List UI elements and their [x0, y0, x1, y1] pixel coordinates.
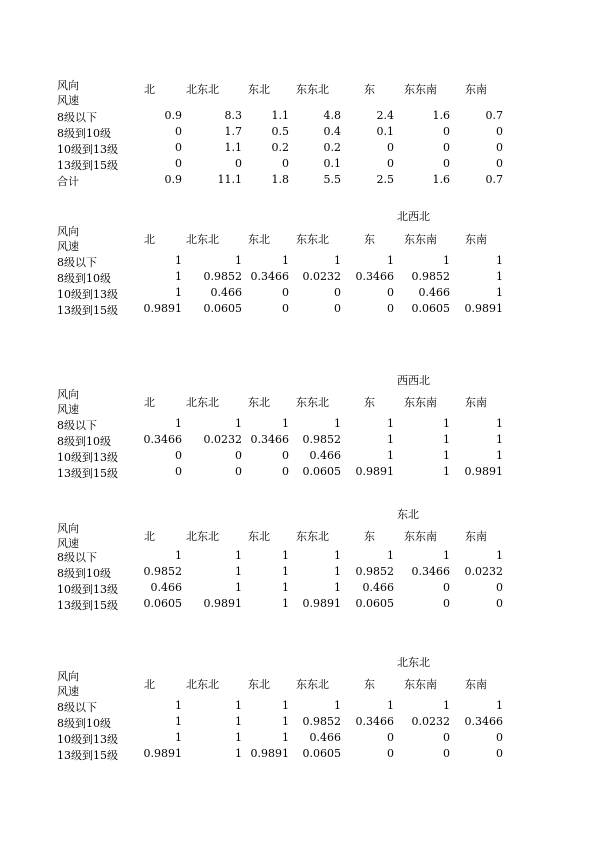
direction-label: 风向: [57, 670, 79, 683]
column-header: 东: [364, 83, 375, 96]
table-cell: 0.9852: [302, 433, 341, 446]
table-cell: 0.9891: [355, 465, 394, 478]
table-cell: 0.9891: [143, 747, 182, 760]
table-cell: 1: [235, 417, 242, 430]
column-header: 东: [364, 396, 375, 409]
table-row: [0, 173, 600, 189]
column-header: 东南: [465, 396, 487, 409]
column-header: 北: [144, 530, 155, 543]
table-cell: 0: [496, 597, 503, 610]
table-cell: 1: [282, 254, 289, 267]
row-label: 13级到15级: [57, 304, 118, 317]
column-header: 东: [364, 233, 375, 246]
table-cell: 0.0605: [411, 302, 450, 315]
table-cell: 1: [175, 286, 182, 299]
table-row: [0, 731, 600, 747]
table-cell: 0: [443, 125, 450, 138]
table-cell: 0.9852: [355, 565, 394, 578]
row-label: 8级以下: [57, 701, 97, 714]
row-label: 13级到15级: [57, 159, 118, 172]
table-cell: 1: [496, 417, 503, 430]
row-label: 8级到10级: [57, 127, 111, 140]
row-label: 10级到13级: [57, 288, 118, 301]
table-row: [0, 465, 600, 481]
table-row: [0, 302, 600, 318]
table-cell: 0: [235, 465, 242, 478]
column-header: 东南: [465, 530, 487, 543]
table-cell: 1: [387, 549, 394, 562]
column-header: 北东北: [186, 83, 219, 96]
table-cell: 1: [496, 449, 503, 462]
table-cell: 0: [496, 141, 503, 154]
table-cell: 0: [387, 747, 394, 760]
column-header: 东南: [465, 678, 487, 691]
table-cell: 0: [443, 581, 450, 594]
table-cell: 1.1: [224, 141, 242, 154]
table-cell: 0.466: [309, 731, 341, 744]
table-cell: 0.0605: [302, 747, 341, 760]
row-label: 8级到10级: [57, 717, 111, 730]
table-cell: 1.7: [224, 125, 242, 138]
table-title: 东北: [397, 508, 419, 521]
table-cell: 1: [387, 254, 394, 267]
table-row: [0, 254, 600, 270]
row-label: 13级到15级: [57, 749, 118, 762]
table-cell: 1: [334, 699, 341, 712]
table-cell: 0.466: [362, 581, 394, 594]
column-header: 北: [144, 233, 155, 246]
table-cell: 0.9852: [143, 565, 182, 578]
table-cell: 11.1: [217, 173, 242, 186]
table-title: 西西北: [397, 374, 430, 387]
table-cell: 1: [175, 715, 182, 728]
table-cell: 5.5: [323, 173, 341, 186]
table-cell: 0.7: [485, 109, 503, 122]
table-cell: 0: [235, 449, 242, 462]
table-cell: 0.9852: [203, 270, 242, 283]
table-cell: 0.0605: [302, 465, 341, 478]
table-cell: 0.0232: [302, 270, 341, 283]
table-cell: 0.2: [323, 141, 341, 154]
table-cell: 1: [443, 417, 450, 430]
table-cell: 0: [387, 286, 394, 299]
table-cell: 0.3466: [250, 433, 289, 446]
header-corner-label: [57, 78, 79, 108]
table-cell: 0: [282, 286, 289, 299]
row-label: 8级到10级: [57, 567, 111, 580]
table-cell: 1: [496, 433, 503, 446]
column-header: 北东北: [186, 678, 219, 691]
table-cell: 0.9891: [250, 747, 289, 760]
table-cell: 0.9891: [464, 302, 503, 315]
column-header: 北东北: [186, 396, 219, 409]
table-cell: 0: [387, 302, 394, 315]
table-cell: 8.3: [224, 109, 242, 122]
table-cell: 1: [282, 597, 289, 610]
table-cell: 0.9852: [302, 715, 341, 728]
table-cell: 1: [235, 549, 242, 562]
table-cell: 0.7: [485, 173, 503, 186]
table-cell: 1: [334, 549, 341, 562]
table-row: [0, 157, 600, 173]
column-header: 北: [144, 678, 155, 691]
table-cell: 0.9891: [464, 465, 503, 478]
table-cell: 1: [496, 286, 503, 299]
table-cell: 0.5: [271, 125, 289, 138]
table-cell: 0.3466: [250, 270, 289, 283]
speed-label: 风速: [57, 240, 79, 253]
table-cell: 0.3466: [143, 433, 182, 446]
header-corner-label: [57, 224, 79, 254]
table-cell: 1: [496, 270, 503, 283]
row-label: 合计: [57, 175, 79, 188]
table-cell: 0: [175, 449, 182, 462]
column-header: 东: [364, 678, 375, 691]
table-cell: 0.0232: [411, 715, 450, 728]
table-row: [0, 549, 600, 565]
column-header: 北东北: [186, 530, 219, 543]
table-cell: 1: [334, 417, 341, 430]
table-cell: 0.9891: [302, 597, 341, 610]
speed-label: 风速: [57, 537, 79, 550]
table-cell: 0.0605: [143, 597, 182, 610]
table-cell: 0: [235, 157, 242, 170]
table-cell: 0: [496, 125, 503, 138]
table-cell: 0: [175, 465, 182, 478]
table-cell: 0.466: [309, 449, 341, 462]
table-cell: 1: [235, 747, 242, 760]
table-cell: 0: [496, 157, 503, 170]
column-header: 东北: [248, 233, 270, 246]
table-row: [0, 581, 600, 597]
row-label: 13级到15级: [57, 599, 118, 612]
table-cell: 1: [387, 449, 394, 462]
table-cell: 0.3466: [355, 270, 394, 283]
table-row: [0, 715, 600, 731]
table-cell: 1: [282, 549, 289, 562]
table-cell: 0.0232: [203, 433, 242, 446]
table-cell: 0: [496, 581, 503, 594]
table-cell: 0.0605: [355, 597, 394, 610]
table-cell: 0: [334, 302, 341, 315]
table-cell: 4.8: [323, 109, 341, 122]
table-cell: 1: [282, 417, 289, 430]
column-header: 东北: [248, 530, 270, 543]
table-cell: 0: [175, 141, 182, 154]
table-cell: 1: [235, 565, 242, 578]
row-label: 8级以下: [57, 551, 97, 564]
table-cell: 0: [282, 465, 289, 478]
table-cell: 0: [387, 141, 394, 154]
row-label: 10级到13级: [57, 733, 118, 746]
table-row: [0, 699, 600, 715]
table-cell: 0: [175, 125, 182, 138]
column-header: 东南: [465, 83, 487, 96]
direction-label: 风向: [57, 388, 79, 401]
table-cell: 0.0605: [203, 302, 242, 315]
table-title: 北东北: [397, 656, 430, 669]
table-cell: 0.466: [210, 286, 242, 299]
table-cell: 1: [496, 549, 503, 562]
table-cell: 1: [334, 581, 341, 594]
table-cell: 0.1: [323, 157, 341, 170]
table-cell: 1: [175, 270, 182, 283]
table-cell: 1: [334, 565, 341, 578]
row-label: 8级到10级: [57, 435, 111, 448]
column-header: 东北: [248, 678, 270, 691]
table-cell: 2.4: [376, 109, 394, 122]
column-header: 东东南: [404, 233, 437, 246]
table-cell: 1: [387, 699, 394, 712]
table-cell: 1: [443, 699, 450, 712]
table-cell: 0.2: [271, 141, 289, 154]
table-cell: 0.4: [323, 125, 341, 138]
column-header: 北: [144, 83, 155, 96]
direction-label: 风向: [57, 225, 79, 238]
table-cell: 2.5: [376, 173, 394, 186]
column-header: 东东南: [404, 396, 437, 409]
column-header: 东南: [465, 233, 487, 246]
column-header: 东北: [248, 83, 270, 96]
column-header: 东东北: [296, 396, 329, 409]
table-row: [0, 565, 600, 581]
header-corner-label: [57, 521, 79, 551]
table-cell: 1: [387, 417, 394, 430]
table-cell: 1: [235, 715, 242, 728]
table-title: 北西北: [397, 210, 430, 223]
table-cell: 0.3466: [464, 715, 503, 728]
table-cell: 0: [496, 731, 503, 744]
column-header: 东东北: [296, 678, 329, 691]
table-cell: 0: [282, 157, 289, 170]
row-label: 10级到13级: [57, 451, 118, 464]
table-cell: 0: [443, 141, 450, 154]
table-cell: 1: [175, 254, 182, 267]
table-cell: 1: [443, 465, 450, 478]
table-cell: 0: [334, 286, 341, 299]
table-cell: 0.9852: [411, 270, 450, 283]
table-cell: 1: [175, 699, 182, 712]
table-cell: 1: [175, 417, 182, 430]
table-row: [0, 597, 600, 613]
table-cell: 0.9891: [143, 302, 182, 315]
table-cell: 1: [235, 699, 242, 712]
table-row: [0, 109, 600, 125]
table-row: [0, 433, 600, 449]
table-cell: 0: [496, 747, 503, 760]
table-cell: 1: [443, 433, 450, 446]
table-cell: 0.3466: [355, 715, 394, 728]
column-header: 东东南: [404, 83, 437, 96]
table-row: [0, 270, 600, 286]
row-label: 10级到13级: [57, 583, 118, 596]
column-header: 东东北: [296, 83, 329, 96]
table-row: [0, 449, 600, 465]
row-label: 8级以下: [57, 111, 97, 124]
column-header: 北东北: [186, 233, 219, 246]
row-label: 8级以下: [57, 419, 97, 432]
table-cell: 0: [175, 157, 182, 170]
table-cell: 0.0232: [464, 565, 503, 578]
table-cell: 0: [387, 157, 394, 170]
table-row: [0, 286, 600, 302]
column-header: 东东南: [404, 530, 437, 543]
table-row: [0, 417, 600, 433]
table-cell: 0.466: [418, 286, 450, 299]
table-cell: 0: [443, 731, 450, 744]
table-cell: 1: [282, 699, 289, 712]
table-cell: 0: [443, 747, 450, 760]
table-cell: 1: [443, 254, 450, 267]
table-cell: 1: [387, 433, 394, 446]
table-cell: 0.3466: [411, 565, 450, 578]
table-row: [0, 747, 600, 763]
direction-label: 风向: [57, 522, 79, 535]
table-cell: 1: [496, 254, 503, 267]
header-corner-label: [57, 387, 79, 417]
row-label: 13级到15级: [57, 467, 118, 480]
table-cell: 1: [334, 254, 341, 267]
table-row: [0, 125, 600, 141]
table-cell: 1: [235, 581, 242, 594]
table-cell: 1: [175, 549, 182, 562]
table-cell: 1: [282, 581, 289, 594]
table-cell: 1: [282, 565, 289, 578]
table-cell: 1.1: [271, 109, 289, 122]
column-header: 东: [364, 530, 375, 543]
row-label: 8级以下: [57, 256, 97, 269]
table-cell: 1: [282, 731, 289, 744]
table-cell: 1: [282, 715, 289, 728]
table-cell: 1: [443, 449, 450, 462]
table-cell: 1.8: [271, 173, 289, 186]
speed-label: 风速: [57, 94, 79, 107]
table-cell: 0.466: [150, 581, 182, 594]
header-corner-label: [57, 669, 79, 699]
table-cell: 1: [496, 699, 503, 712]
table-row: [0, 141, 600, 157]
table-cell: 0.9891: [203, 597, 242, 610]
table-cell: 0.9: [164, 173, 182, 186]
speed-label: 风速: [57, 403, 79, 416]
row-label: 8级到10级: [57, 272, 111, 285]
table-cell: 1.6: [432, 109, 450, 122]
column-header: 东东北: [296, 530, 329, 543]
table-cell: 0: [443, 157, 450, 170]
table-cell: 1.6: [432, 173, 450, 186]
column-header: 东东南: [404, 678, 437, 691]
table-cell: 0: [387, 731, 394, 744]
row-label: 10级到13级: [57, 143, 118, 156]
table-cell: 1: [235, 731, 242, 744]
table-cell: 0: [282, 449, 289, 462]
table-cell: 0.9: [164, 109, 182, 122]
column-header: 东北: [248, 396, 270, 409]
table-cell: 1: [175, 731, 182, 744]
table-cell: 0: [282, 302, 289, 315]
column-header: 北: [144, 396, 155, 409]
direction-label: 风向: [57, 79, 79, 92]
table-cell: 0: [443, 597, 450, 610]
table-cell: 1: [443, 549, 450, 562]
column-header: 东东北: [296, 233, 329, 246]
table-cell: 0.1: [376, 125, 394, 138]
speed-label: 风速: [57, 685, 79, 698]
table-cell: 1: [235, 254, 242, 267]
